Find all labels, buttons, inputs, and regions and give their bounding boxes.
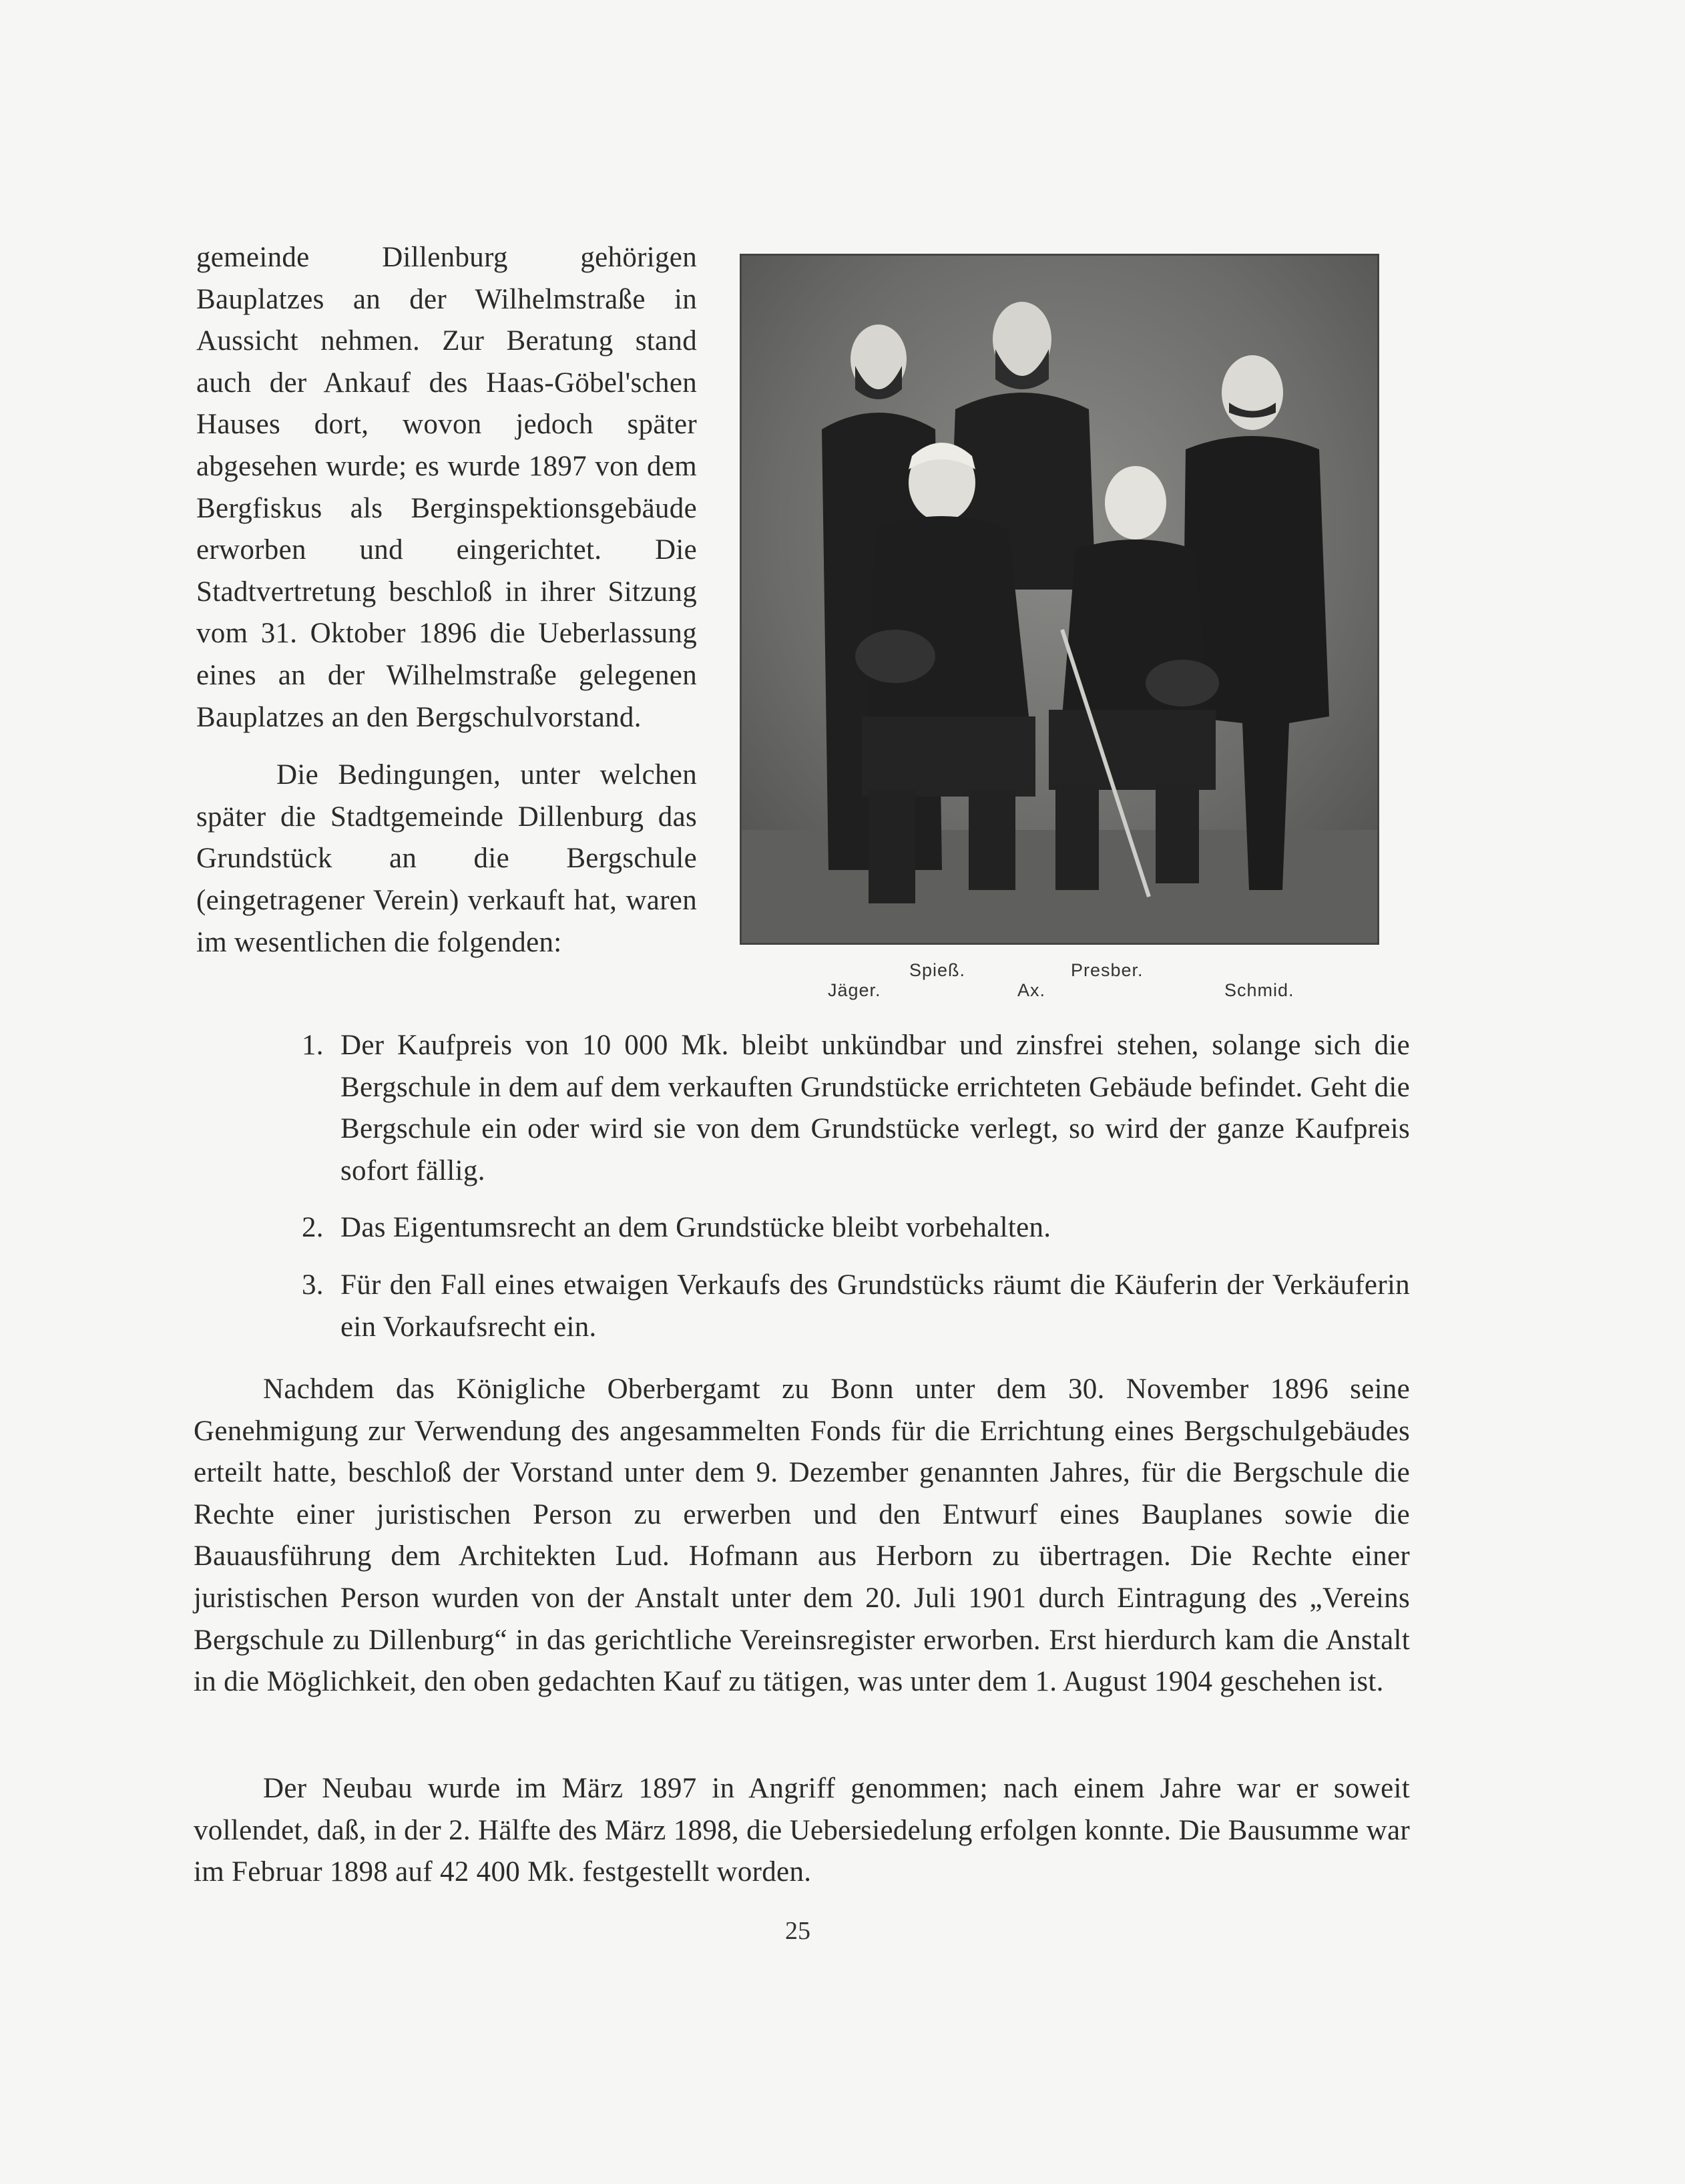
list-item: [294, 1265, 1410, 1348]
list-item: [294, 1207, 1410, 1249]
caption-ax: Ax.: [1017, 980, 1046, 1000]
left-column-text: [196, 237, 697, 963]
paragraph-bedingungen-intro: Die Bedingungen, unter welchen später die Stadtgemeinde Dillenburg das Grundstück an die Bergschule (eingetragener Verein) verkauft hat, waren im wesentlichen die folgenden:: [196, 759, 697, 958]
caption-schmid: Schmid.: [1224, 980, 1294, 1000]
list-number: 2.: [302, 1212, 324, 1244]
caption-presber: Presber.: [1071, 960, 1144, 980]
paragraph-text: Nachdem das Königliche Oberbergamt zu Bonn unter dem 30. November 1896 seine Genehmigung zur Verwendung des angesammelten Fonds für die Errichtung eines Bergschulgebäudes erteilt hatte, beschloß der Vorstand unter dem 9. Dezember genannten Jahres, für die Bergschule die Rechte einer juristischen Person zu erwerben und den Entwurf eines Bauplanes sowie die Bauausführung dem Architekten Lud. Hofmann aus Herborn zu übertragen. Die Rechte einer juristischen Person wurden von der Anstalt unter dem 20. Juli 1901 durch Eintragung des „Vereins Bergschule zu Dillenburg“ in das gerichtliche Vereinsregister erworben. Erst hierdurch kam die Anstalt in die Möglichkeit, den oben gedachten Kauf zu tätigen, was unter dem 1. August 1904 geschehen ist.: [194, 1373, 1410, 1698]
list-item: [294, 1025, 1410, 1192]
list-text: Der Kaufpreis von 10 000 Mk. bleibt unkündbar und zinsfrei stehen, solange sich die Bergschule in dem auf dem verkauften Grundstücke errichteten Gebäude befindet. Geht die Bergschule ein oder wird sie von dem Grundstücke verlegt, so wird der ganze Kaufpreis sofort fällig.: [340, 1030, 1410, 1186]
body-paragraph-neubau: [194, 1768, 1410, 1894]
list-text: Das Eigentumsrecht an dem Grundstücke bleibt vorbehalten.: [340, 1212, 1051, 1244]
photograph-image: [742, 256, 1377, 943]
conditions-list: [294, 1025, 1410, 1363]
caption-spiess: Spieß.: [909, 960, 966, 980]
paragraph-bauplatz: gemeinde Dillenburg gehörigen Bauplatzes an der Wilhelmstraße in Aussicht nehmen. Zur Beratung stand auch der Ankauf des Haas-Göbel'schen Hauses dort, wovon jedoch später abgesehen wurde; es wurde 1897 von dem Bergfiskus als Berginspektionsgebäude erworben und eingerichtet. Die Stadtvertretung beschloß in ihrer Sitzung vom 31. Oktober 1896 die Ueberlassung eines an der Wilhelmstraße gelegenen Bauplatzes an den Bergschulvorstand.: [196, 242, 697, 733]
group-photograph: [740, 254, 1379, 945]
list-number: 3.: [302, 1269, 324, 1301]
page-number: 25: [785, 1917, 810, 1945]
list-number: 1.: [302, 1030, 324, 1061]
list-text: Für den Fall eines etwaigen Verkaufs des Grundstücks räumt die Käuferin der Verkäuferin ein Vorkaufsrecht ein.: [340, 1269, 1410, 1343]
caption-jaeger: Jäger.: [828, 980, 881, 1000]
body-paragraph-oberbergamt: [194, 1369, 1410, 1703]
paragraph-text: Der Neubau wurde im März 1897 in Angriff genommen; nach einem Jahre war er soweit vollendet, daß, in der 2. Hälfte des März 1898, die Uebersiedelung erfolgen konnte. Die Bausumme war im Februar 1898 auf 42 400 Mk. festgestellt worden.: [194, 1773, 1410, 1888]
